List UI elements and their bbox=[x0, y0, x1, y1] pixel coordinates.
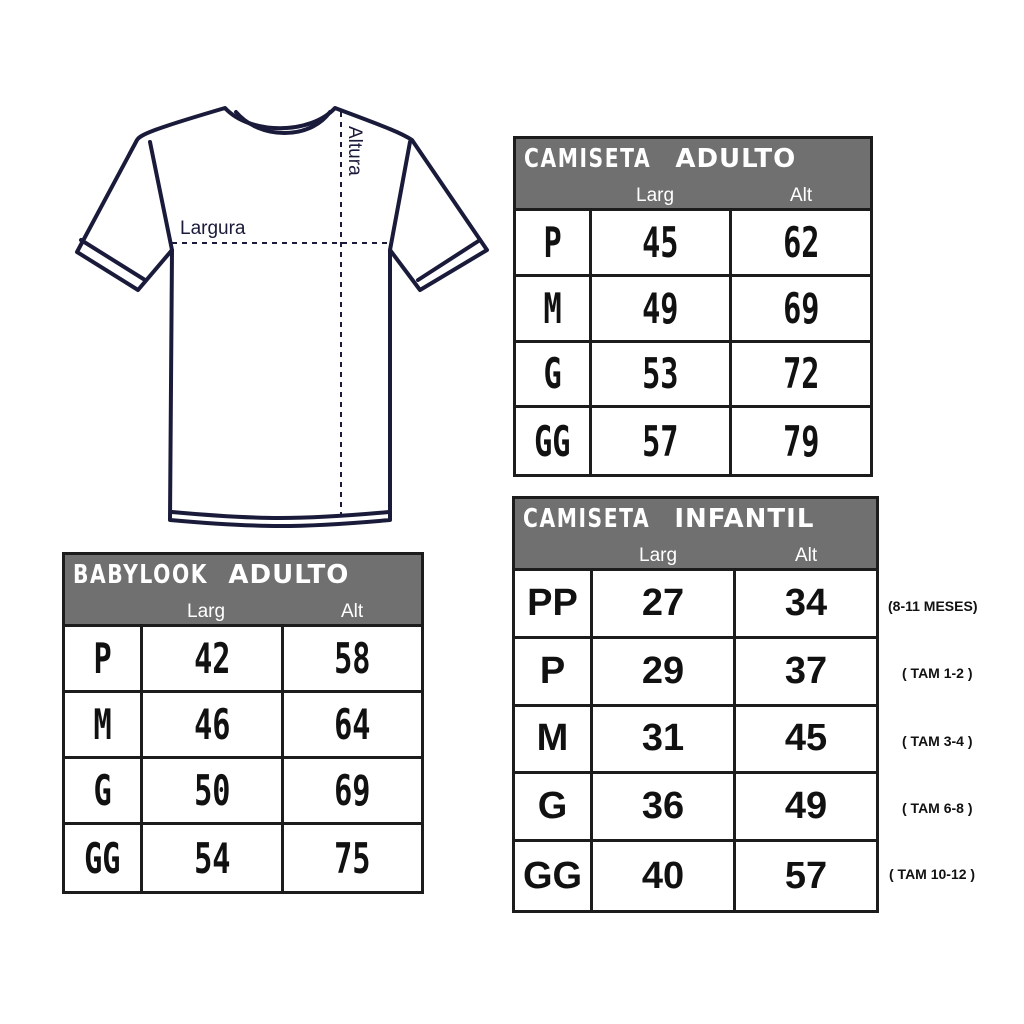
col-header-alt: Alt bbox=[341, 601, 364, 622]
alt-cell: 57 bbox=[784, 854, 828, 897]
size-cell: G bbox=[516, 343, 592, 409]
alt-cell: 79 bbox=[782, 416, 820, 466]
age-note-g: ( TAM 6-8 ) bbox=[902, 800, 973, 816]
larg-cell: 29 bbox=[593, 639, 736, 707]
table-title: CAMISETA INFANTIL bbox=[523, 504, 815, 534]
larg-cell: 54 bbox=[143, 825, 284, 891]
tshirt-outline bbox=[77, 108, 487, 526]
size-cell: M bbox=[516, 277, 592, 343]
size-cell: GG bbox=[516, 408, 592, 474]
table-title: BABYLOOK ADULTO bbox=[73, 560, 350, 590]
alt-cell: 34 bbox=[736, 571, 876, 639]
table-camiseta-infantil bbox=[512, 496, 879, 913]
size-cell: GG bbox=[515, 842, 593, 910]
larg-cell: 45 bbox=[592, 211, 732, 277]
larg-cell: 46 bbox=[143, 693, 284, 759]
tshirt-diagram bbox=[70, 100, 500, 540]
table-babylook-adulto bbox=[62, 552, 424, 894]
age-note-m: ( TAM 3-4 ) bbox=[902, 733, 973, 749]
alt-cell: 75 bbox=[334, 833, 371, 883]
larg-cell: 36 bbox=[593, 774, 736, 842]
size-cell: M bbox=[515, 707, 593, 775]
tshirt-left-seam bbox=[150, 142, 172, 250]
larg-cell: 49 bbox=[592, 277, 732, 343]
alt-cell: 69 bbox=[284, 759, 421, 825]
table-header bbox=[515, 499, 876, 571]
table-camiseta-adulto bbox=[513, 136, 873, 477]
alt-cell: 62 bbox=[732, 211, 870, 277]
size-cell: PP bbox=[515, 571, 593, 639]
size-cell: G bbox=[515, 774, 593, 842]
col-header-larg: Larg bbox=[639, 545, 678, 566]
larg-cell: 53 bbox=[592, 343, 732, 409]
table-header bbox=[65, 555, 421, 627]
alt-cell: 45 bbox=[736, 707, 876, 775]
tshirt-hem bbox=[172, 512, 389, 518]
table-title: CAMISETA ADULTO bbox=[524, 144, 797, 174]
col-header-larg: Larg bbox=[187, 601, 226, 622]
larg-cell: 40 bbox=[593, 842, 736, 910]
age-note-p: ( TAM 1-2 ) bbox=[902, 665, 973, 681]
larg-cell: 57 bbox=[592, 408, 732, 474]
col-header-alt: Alt bbox=[790, 185, 813, 206]
alt-cell: 37 bbox=[736, 639, 876, 707]
larg-cell: 42 bbox=[143, 627, 284, 693]
size-cell: M bbox=[65, 693, 143, 759]
alt-cell: 72 bbox=[732, 343, 870, 409]
col-header-alt: Alt bbox=[795, 545, 818, 566]
size-cell: P bbox=[516, 211, 592, 277]
size-cell: G bbox=[65, 759, 143, 825]
table-header bbox=[516, 139, 870, 211]
larg-cell: 50 bbox=[143, 759, 284, 825]
col-header-larg: Larg bbox=[636, 185, 675, 206]
alt-cell: 64 bbox=[284, 693, 421, 759]
height-label: Altura bbox=[344, 126, 365, 176]
alt-cell: 69 bbox=[732, 277, 870, 343]
larg-cell: 27 bbox=[593, 571, 736, 639]
size-cell: P bbox=[65, 627, 143, 693]
tshirt-right-seam bbox=[390, 142, 410, 250]
larg-cell: 31 bbox=[593, 707, 736, 775]
age-note-gg: ( TAM 10-12 ) bbox=[889, 866, 976, 882]
alt-cell: 58 bbox=[284, 627, 421, 693]
age-note-pp: (8-11 MESES) bbox=[888, 598, 978, 614]
alt-cell: 49 bbox=[736, 774, 876, 842]
size-cell: GG bbox=[65, 825, 143, 891]
size-cell: P bbox=[515, 639, 593, 707]
width-label: Largura bbox=[180, 218, 246, 239]
